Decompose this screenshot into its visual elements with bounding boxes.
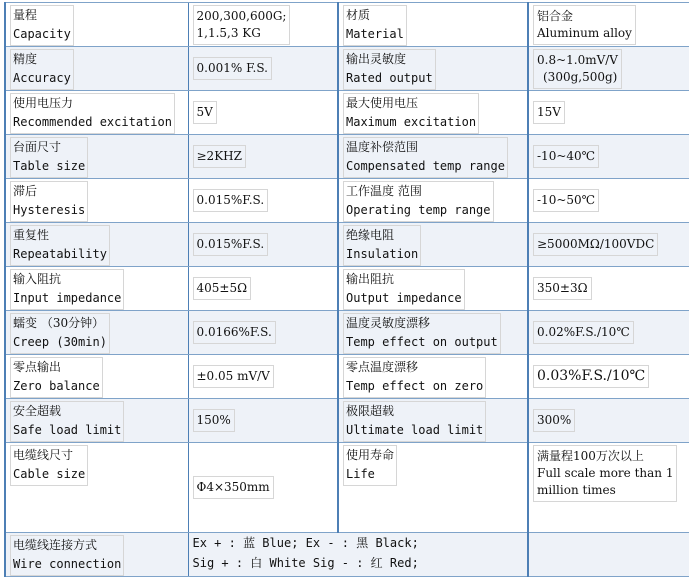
wire-connection-row (5, 533, 689, 577)
value-line: Φ4×350mm (196, 480, 270, 494)
spec-row (5, 355, 689, 399)
param-label-cell-right (338, 311, 528, 355)
label-english: Insulation (346, 247, 419, 261)
value-line: (300g,500g) (543, 70, 618, 84)
param-label-cell (5, 223, 188, 267)
value-line: 满量程100万次以上 (537, 449, 644, 463)
param-label (10, 181, 88, 222)
label-chinese: 滞后 (13, 184, 38, 198)
label-chinese: 零点输出 (13, 360, 62, 374)
param-label-cell (5, 443, 188, 533)
param-label (10, 137, 88, 178)
label-chinese: 绝缘电阻 (346, 228, 395, 242)
param-value (533, 189, 599, 212)
value-line: ±0.05 mV/V (196, 369, 270, 383)
spec-row (5, 311, 689, 355)
param-label (343, 93, 479, 134)
param-label-cell (5, 267, 188, 311)
param-value-cell-right (528, 179, 689, 223)
param-value (193, 189, 269, 212)
param-label (343, 137, 508, 178)
param-label (10, 313, 110, 354)
param-label (10, 401, 124, 442)
wire-empty-cell (528, 533, 689, 577)
spec-row (5, 223, 689, 267)
label-english: Table size (13, 159, 86, 173)
wire-color-cell (188, 533, 528, 577)
param-label (10, 357, 103, 398)
value-line: 0.015%F.S. (196, 193, 265, 207)
param-label-cell (5, 91, 188, 135)
param-value (193, 365, 274, 388)
label-english: Cable size (13, 467, 86, 481)
label-english: Creep (30min) (13, 335, 107, 349)
param-value (193, 101, 217, 124)
param-label (10, 49, 74, 90)
spec-row (5, 267, 689, 311)
label-english: Maximum excitation (346, 115, 477, 129)
param-label (10, 225, 110, 266)
param-value-cell (188, 91, 338, 135)
value-line: 200,300,600G; (196, 9, 287, 23)
param-value (533, 409, 575, 432)
param-value-cell (188, 399, 338, 443)
param-value-cell (188, 223, 338, 267)
value-line: million times (537, 483, 616, 497)
label-english: Safe load limit (13, 423, 122, 437)
label-chinese: 蠕变 （30分钟） (13, 316, 105, 330)
param-value-cell (188, 267, 338, 311)
param-label (343, 269, 465, 310)
label-chinese: 电缆线尺寸 (13, 448, 74, 462)
value-line: 1,1.5,3 KG (196, 26, 261, 40)
label-english: Material (346, 27, 404, 41)
param-label (343, 181, 494, 222)
value-line: 405±5Ω (196, 281, 248, 295)
param-label (343, 225, 421, 266)
param-value (533, 445, 677, 502)
label-chinese: 工作温度 范围 (346, 184, 422, 198)
param-label-cell-right (338, 135, 528, 179)
param-value (193, 476, 274, 499)
label-english: Rated output (346, 71, 433, 85)
value-line: -10~40℃ (537, 149, 596, 163)
label-english: Zero balance (13, 379, 100, 393)
value-line: Full scale more than 1 (537, 466, 674, 480)
label-chinese: 极限超载 (346, 404, 395, 418)
param-label-cell-right (338, 223, 528, 267)
param-value-cell-right (528, 223, 689, 267)
wire-label (10, 535, 124, 576)
label-chinese: 输出阻抗 (346, 272, 395, 286)
value-line: 15V (537, 105, 561, 119)
param-value (193, 277, 252, 300)
param-label (10, 5, 74, 46)
spec-row (5, 91, 689, 135)
param-label (343, 357, 486, 398)
param-label-cell-right (338, 267, 528, 311)
value-line: 0.02%F.S./10℃ (537, 325, 630, 339)
label-english: Accuracy (13, 71, 71, 85)
param-label-cell-right (338, 179, 528, 223)
spec-row (5, 3, 689, 47)
param-label (343, 5, 407, 46)
param-label (343, 49, 436, 90)
label-chinese: 输入阻抗 (13, 272, 62, 286)
param-value-cell (188, 311, 338, 355)
label-english: Repeatability (13, 247, 107, 261)
label-chinese: 量程 (13, 8, 38, 22)
spec-row (5, 135, 689, 179)
param-value (193, 321, 276, 344)
label-english: Ultimate load limit (346, 423, 484, 437)
label-chinese: 精度 (13, 52, 38, 66)
value-line: -10~50℃ (537, 193, 596, 207)
param-label (10, 269, 124, 310)
label-chinese: 最大使用电压 (346, 96, 419, 110)
param-value-cell-right (528, 311, 689, 355)
spec-table (4, 2, 689, 577)
label-english: Wire connection (13, 557, 122, 571)
param-label (10, 93, 175, 134)
param-value-cell-right (528, 443, 689, 533)
label-english: Recommended excitation (13, 115, 172, 129)
value-line: 0.03%F.S./10℃ (537, 368, 646, 384)
param-value (193, 233, 269, 256)
label-english: Input impedance (13, 291, 122, 305)
param-label (10, 445, 88, 486)
param-label-cell-right (338, 3, 528, 47)
value-line: 0.8~1.0mV/V (537, 53, 618, 67)
label-english: Compensated temp range (346, 159, 505, 173)
label-english: Temp effect on output (346, 335, 498, 349)
value-line: 0.001% F.S. (196, 61, 268, 75)
param-value (193, 409, 235, 432)
wire-color-line: Sig + : 白 White Sig - : 红 Red; (192, 556, 419, 570)
param-value (193, 5, 291, 45)
wire-label-cell (5, 533, 188, 577)
spec-row (5, 179, 689, 223)
param-value (193, 145, 246, 168)
param-value-cell (188, 135, 338, 179)
param-label-cell (5, 311, 188, 355)
label-chinese: 使用电压力 (13, 96, 74, 110)
param-value (533, 5, 636, 45)
label-english: Temp effect on zero (346, 379, 484, 393)
param-label-cell (5, 399, 188, 443)
param-label-cell-right (338, 443, 528, 533)
label-chinese: 安全超载 (13, 404, 62, 418)
param-value-cell-right (528, 355, 689, 399)
label-english: Life (346, 467, 375, 481)
param-label (343, 313, 501, 354)
label-chinese: 重复性 (13, 228, 50, 242)
label-english: Capacity (13, 27, 71, 41)
spec-row (5, 47, 689, 91)
param-value-cell-right (528, 399, 689, 443)
param-label-cell (5, 179, 188, 223)
param-value-cell-right (528, 3, 689, 47)
param-value (533, 145, 599, 168)
param-label-cell (5, 135, 188, 179)
label-chinese: 材质 (346, 8, 371, 22)
value-line: 300% (537, 413, 572, 427)
param-label (343, 445, 397, 486)
value-line: ≥2KHZ (196, 149, 242, 163)
param-value (533, 101, 565, 124)
value-line: 150% (196, 413, 231, 427)
value-line: Aluminum alloy (537, 26, 632, 40)
value-line: 350±3Ω (537, 281, 588, 295)
param-value-cell-right (528, 135, 689, 179)
param-label (343, 401, 486, 442)
label-english: Operating temp range (346, 203, 491, 217)
label-chinese: 温度灵敏度漂移 (346, 316, 431, 330)
param-value-cell (188, 355, 338, 399)
param-label-cell (5, 355, 188, 399)
param-value-cell (188, 3, 338, 47)
label-chinese: 使用寿命 (346, 448, 395, 462)
param-value-cell-right (528, 91, 689, 135)
param-value (533, 277, 592, 300)
param-label-cell-right (338, 91, 528, 135)
label-english: Hysteresis (13, 203, 86, 217)
label-chinese: 台面尺寸 (13, 140, 62, 154)
param-label-cell-right (338, 47, 528, 91)
label-english: Output impedance (346, 291, 462, 305)
param-label-cell-right (338, 399, 528, 443)
spec-row (5, 399, 689, 443)
spec-row (5, 443, 689, 533)
value-line: ≥5000MΩ/100VDC (537, 237, 655, 251)
label-chinese: 电缆线连接方式 (13, 538, 98, 552)
label-chinese: 输出灵敏度 (346, 52, 407, 66)
param-label-cell (5, 47, 188, 91)
param-value (533, 365, 649, 388)
param-value-cell (188, 47, 338, 91)
param-value (193, 57, 272, 80)
label-chinese: 零点温度漂移 (346, 360, 419, 374)
param-label-cell (5, 3, 188, 47)
param-value-cell (188, 179, 338, 223)
param-value (533, 49, 622, 89)
value-line: 铝合金 (537, 9, 574, 23)
value-line: 5V (196, 105, 213, 119)
label-chinese: 温度补偿范围 (346, 140, 419, 154)
param-value (533, 233, 658, 256)
param-value-cell-right (528, 267, 689, 311)
value-line: 0.0166%F.S. (196, 325, 272, 339)
param-value (533, 321, 634, 344)
param-value-cell-right (528, 47, 689, 91)
value-line: 0.015%F.S. (196, 237, 265, 251)
param-label-cell-right (338, 355, 528, 399)
param-value-cell (188, 443, 338, 533)
wire-color-line: Ex + : 蓝 Blue; Ex - : 黑 Black; (192, 536, 419, 550)
